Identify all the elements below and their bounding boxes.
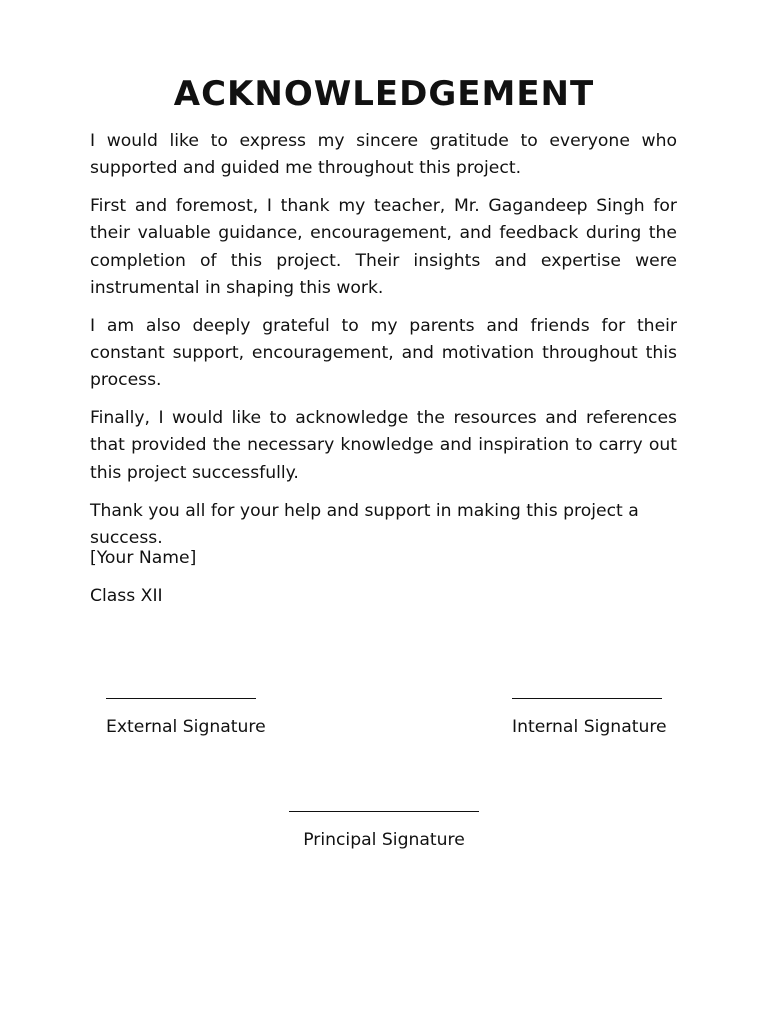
paragraph-intro: I would like to express my sincere gratitude to everyone who supported and guided me throughout this project. bbox=[90, 131, 677, 179]
principal-signature-line bbox=[289, 811, 479, 812]
paragraph-teacher: First and foremost, I thank my teacher, Mr. Gagandeep Singh for their valuable guidance, encouragement, and feedback during the completion of this project. Their insights and expertise were instrumental in shaping this work. bbox=[90, 196, 677, 298]
class-label: Class XII bbox=[90, 586, 163, 606]
external-signature-line bbox=[106, 698, 256, 699]
internal-signature-label: Internal Signature bbox=[512, 717, 667, 737]
paragraph-thanks: Thank you all for your help and support in making this project a success. bbox=[90, 500, 639, 548]
acknowledgement-body bbox=[90, 128, 677, 563]
principal-signature-label: Principal Signature bbox=[303, 830, 465, 850]
external-signature-label: External Signature bbox=[106, 717, 266, 737]
page-title: ACKNOWLEDGEMENT bbox=[173, 74, 595, 114]
name-placeholder: [Your Name] bbox=[90, 548, 197, 568]
internal-signature-line bbox=[512, 698, 662, 699]
paragraph-resources: Finally, I would like to acknowledge the resources and references that provided the necessary knowledge and inspiration to carry out this project successfully. bbox=[90, 408, 677, 483]
paragraph-parents: I am also deeply grateful to my parents and friends for their constant support, encouragement, and motivation throughout this process. bbox=[90, 315, 677, 391]
